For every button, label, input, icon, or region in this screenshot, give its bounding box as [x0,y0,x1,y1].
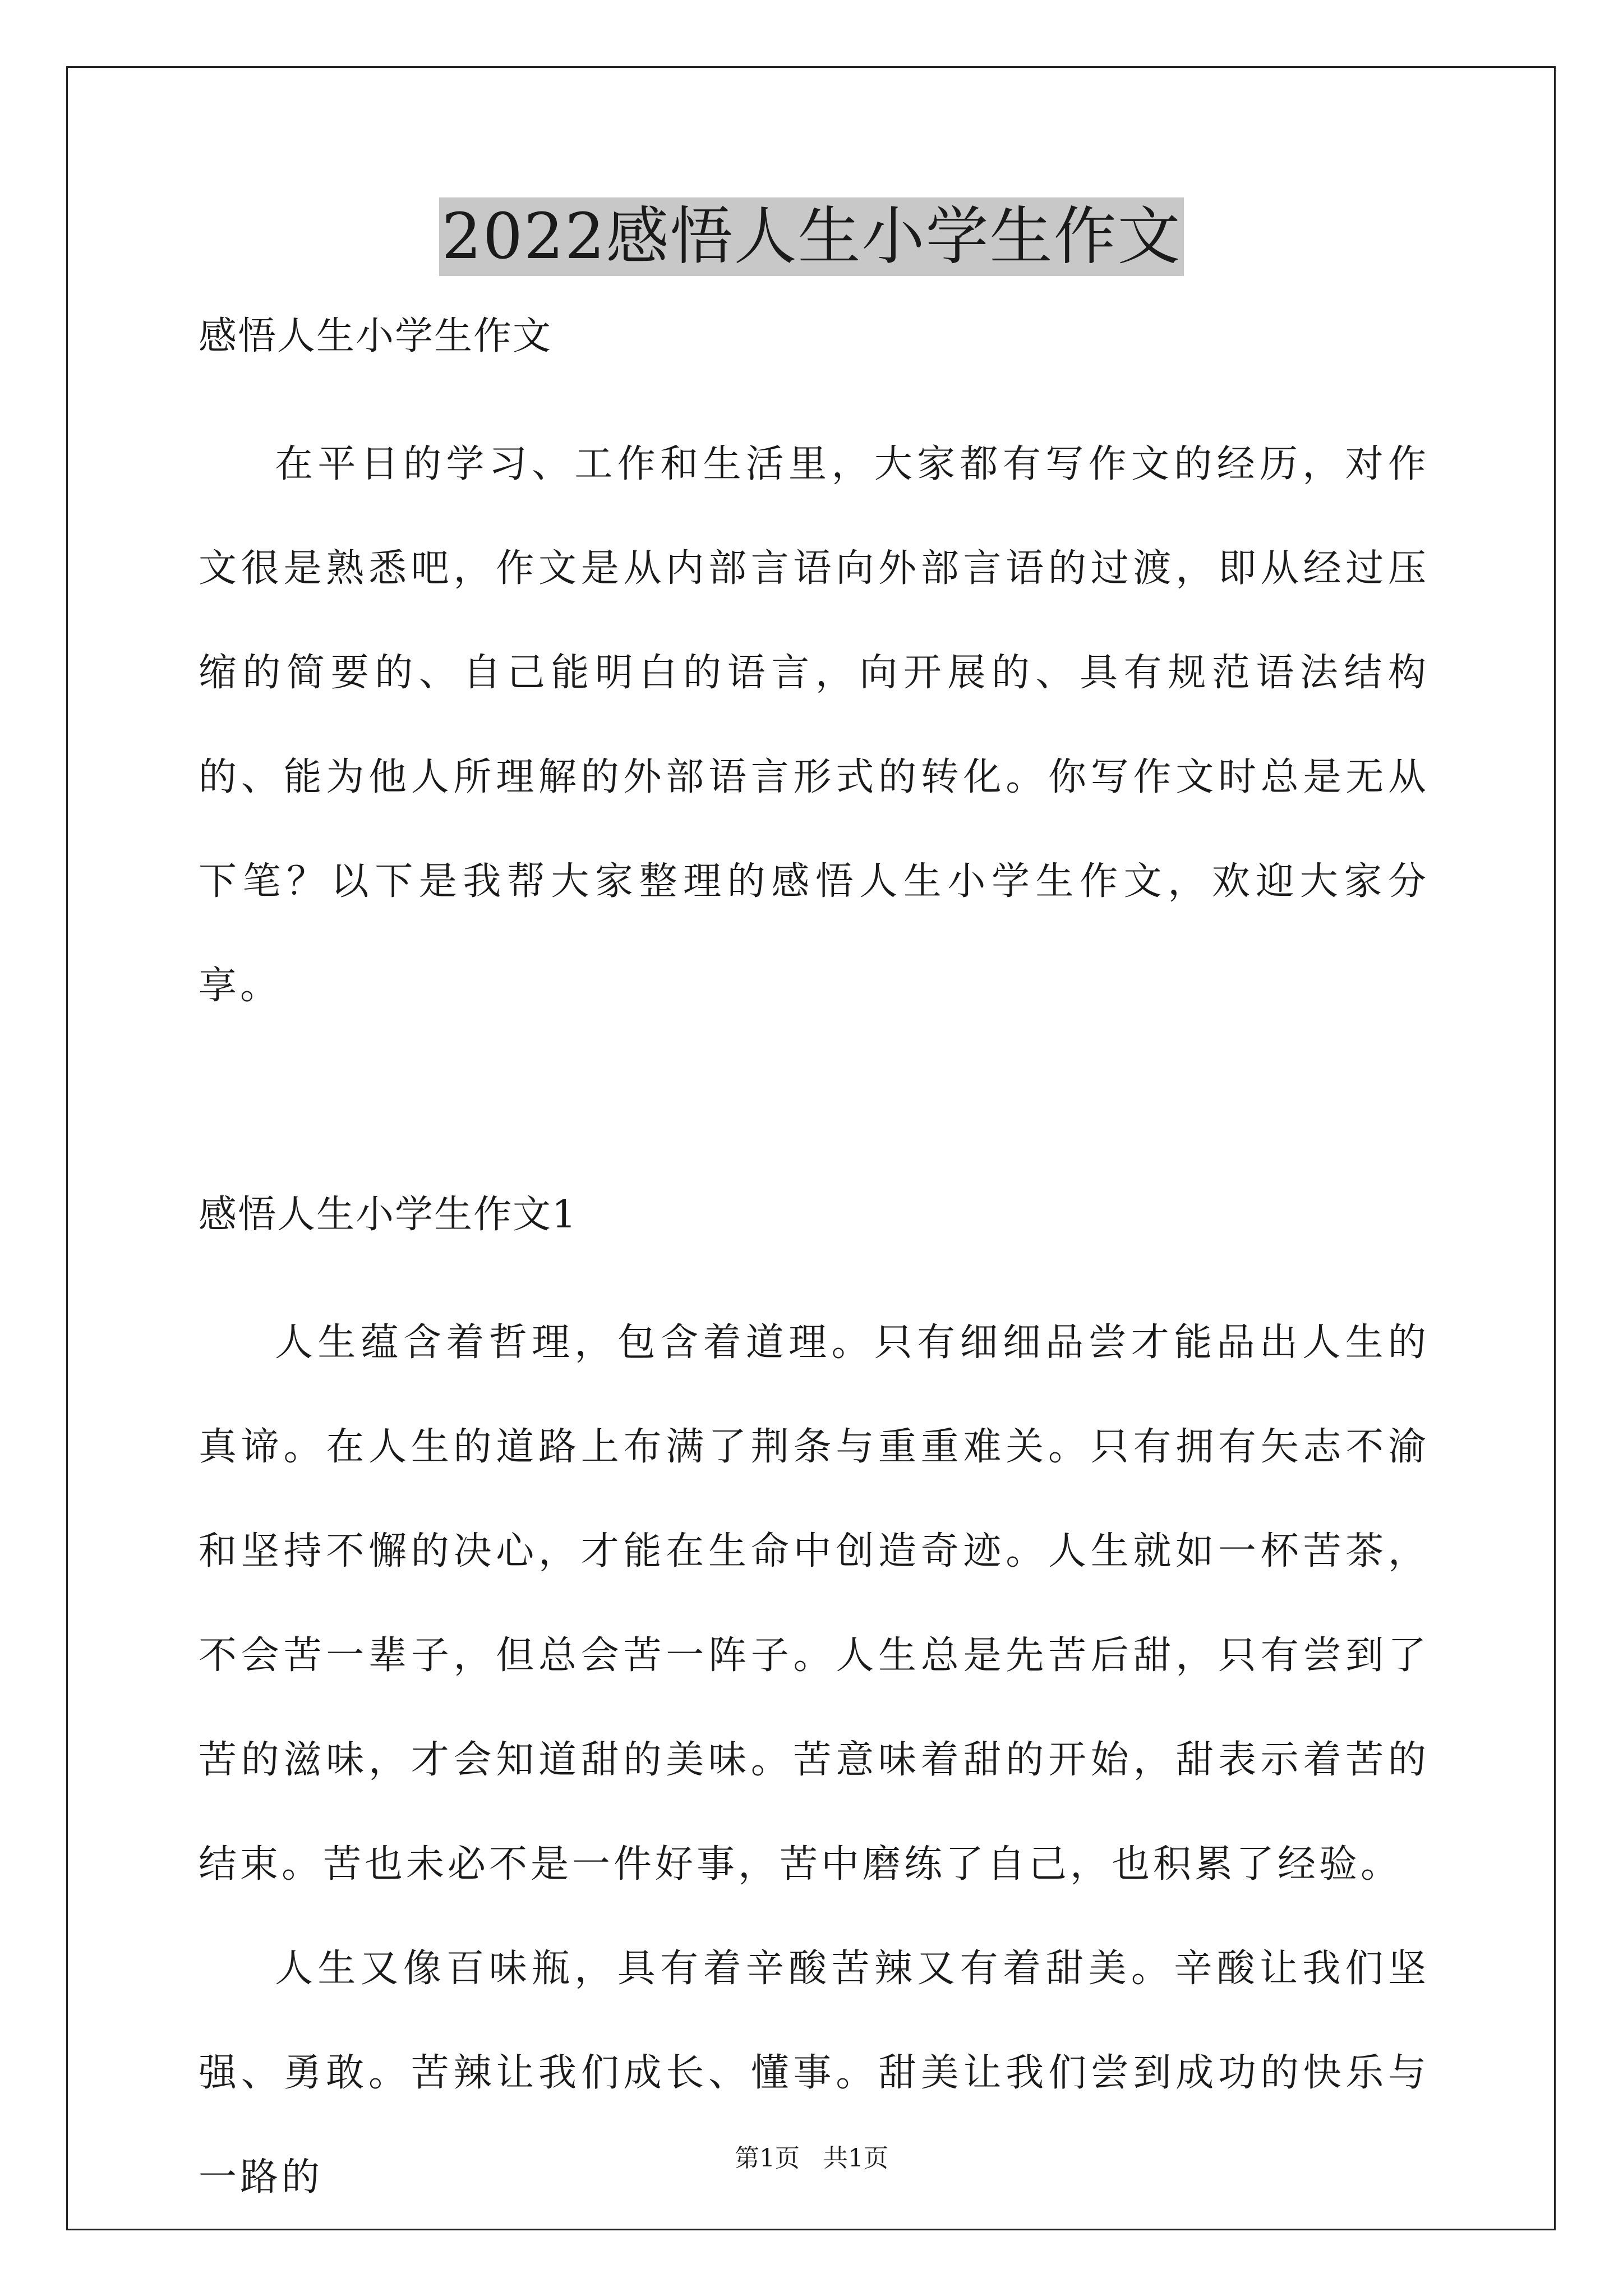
page-number-current: 第1页 [735,2144,800,2173]
document-body [199,306,1430,2230]
section-paragraph-2: 人生又像百味瓶，具有着辛酸苦辣又有着甜美。辛酸让我们坚强、勇敢。苦辣让我们成长、懂事。甜美让我们尝到成功的快乐与一路的 [199,1947,1430,2200]
page-footer [0,2142,1623,2175]
page-number-total: 共1页 [823,2144,888,2173]
intro-paragraph: 在平日的学习、工作和生活里，大家都有写作文的经历，对作文很是熟悉吧，作文是从内部言语向外部言语的过渡，即从经过压缩的简要的、自己能明白的语言，向开展的、具有规范语法结构的、能为他人所理解的外部语言形式的转化。你写作文时总是无从下笔？以下是我帮大家整理的感悟人生小学生作文，欢迎大家分享。 [199,442,1430,1008]
document-title: 2022感悟人生小学生作文 [439,197,1183,276]
intro-heading: 感悟人生小学生作文 [199,314,552,358]
title-container [0,197,1623,276]
section-heading: 感悟人生小学生作文1 [199,1193,578,1237]
section-paragraph-1: 人生蕴含着哲理，包含着道理。只有细细品尝才能品出人生的真谛。在人生的道路上布满了荆条与重重难关。只有拥有矢志不渝和坚持不懈的决心，才能在生命中创造奇迹。人生就如一杯苦茶，不会苦一辈子，但总会苦一阵子。人生总是先苦后甜，只有尝到了苦的滋味，才会知道甜的美味。苦意味着甜的开始，甜表示着苦的结束。苦也未必不是一件好事，苦中磨练了自己，也积累了经验。 [199,1320,1430,1887]
